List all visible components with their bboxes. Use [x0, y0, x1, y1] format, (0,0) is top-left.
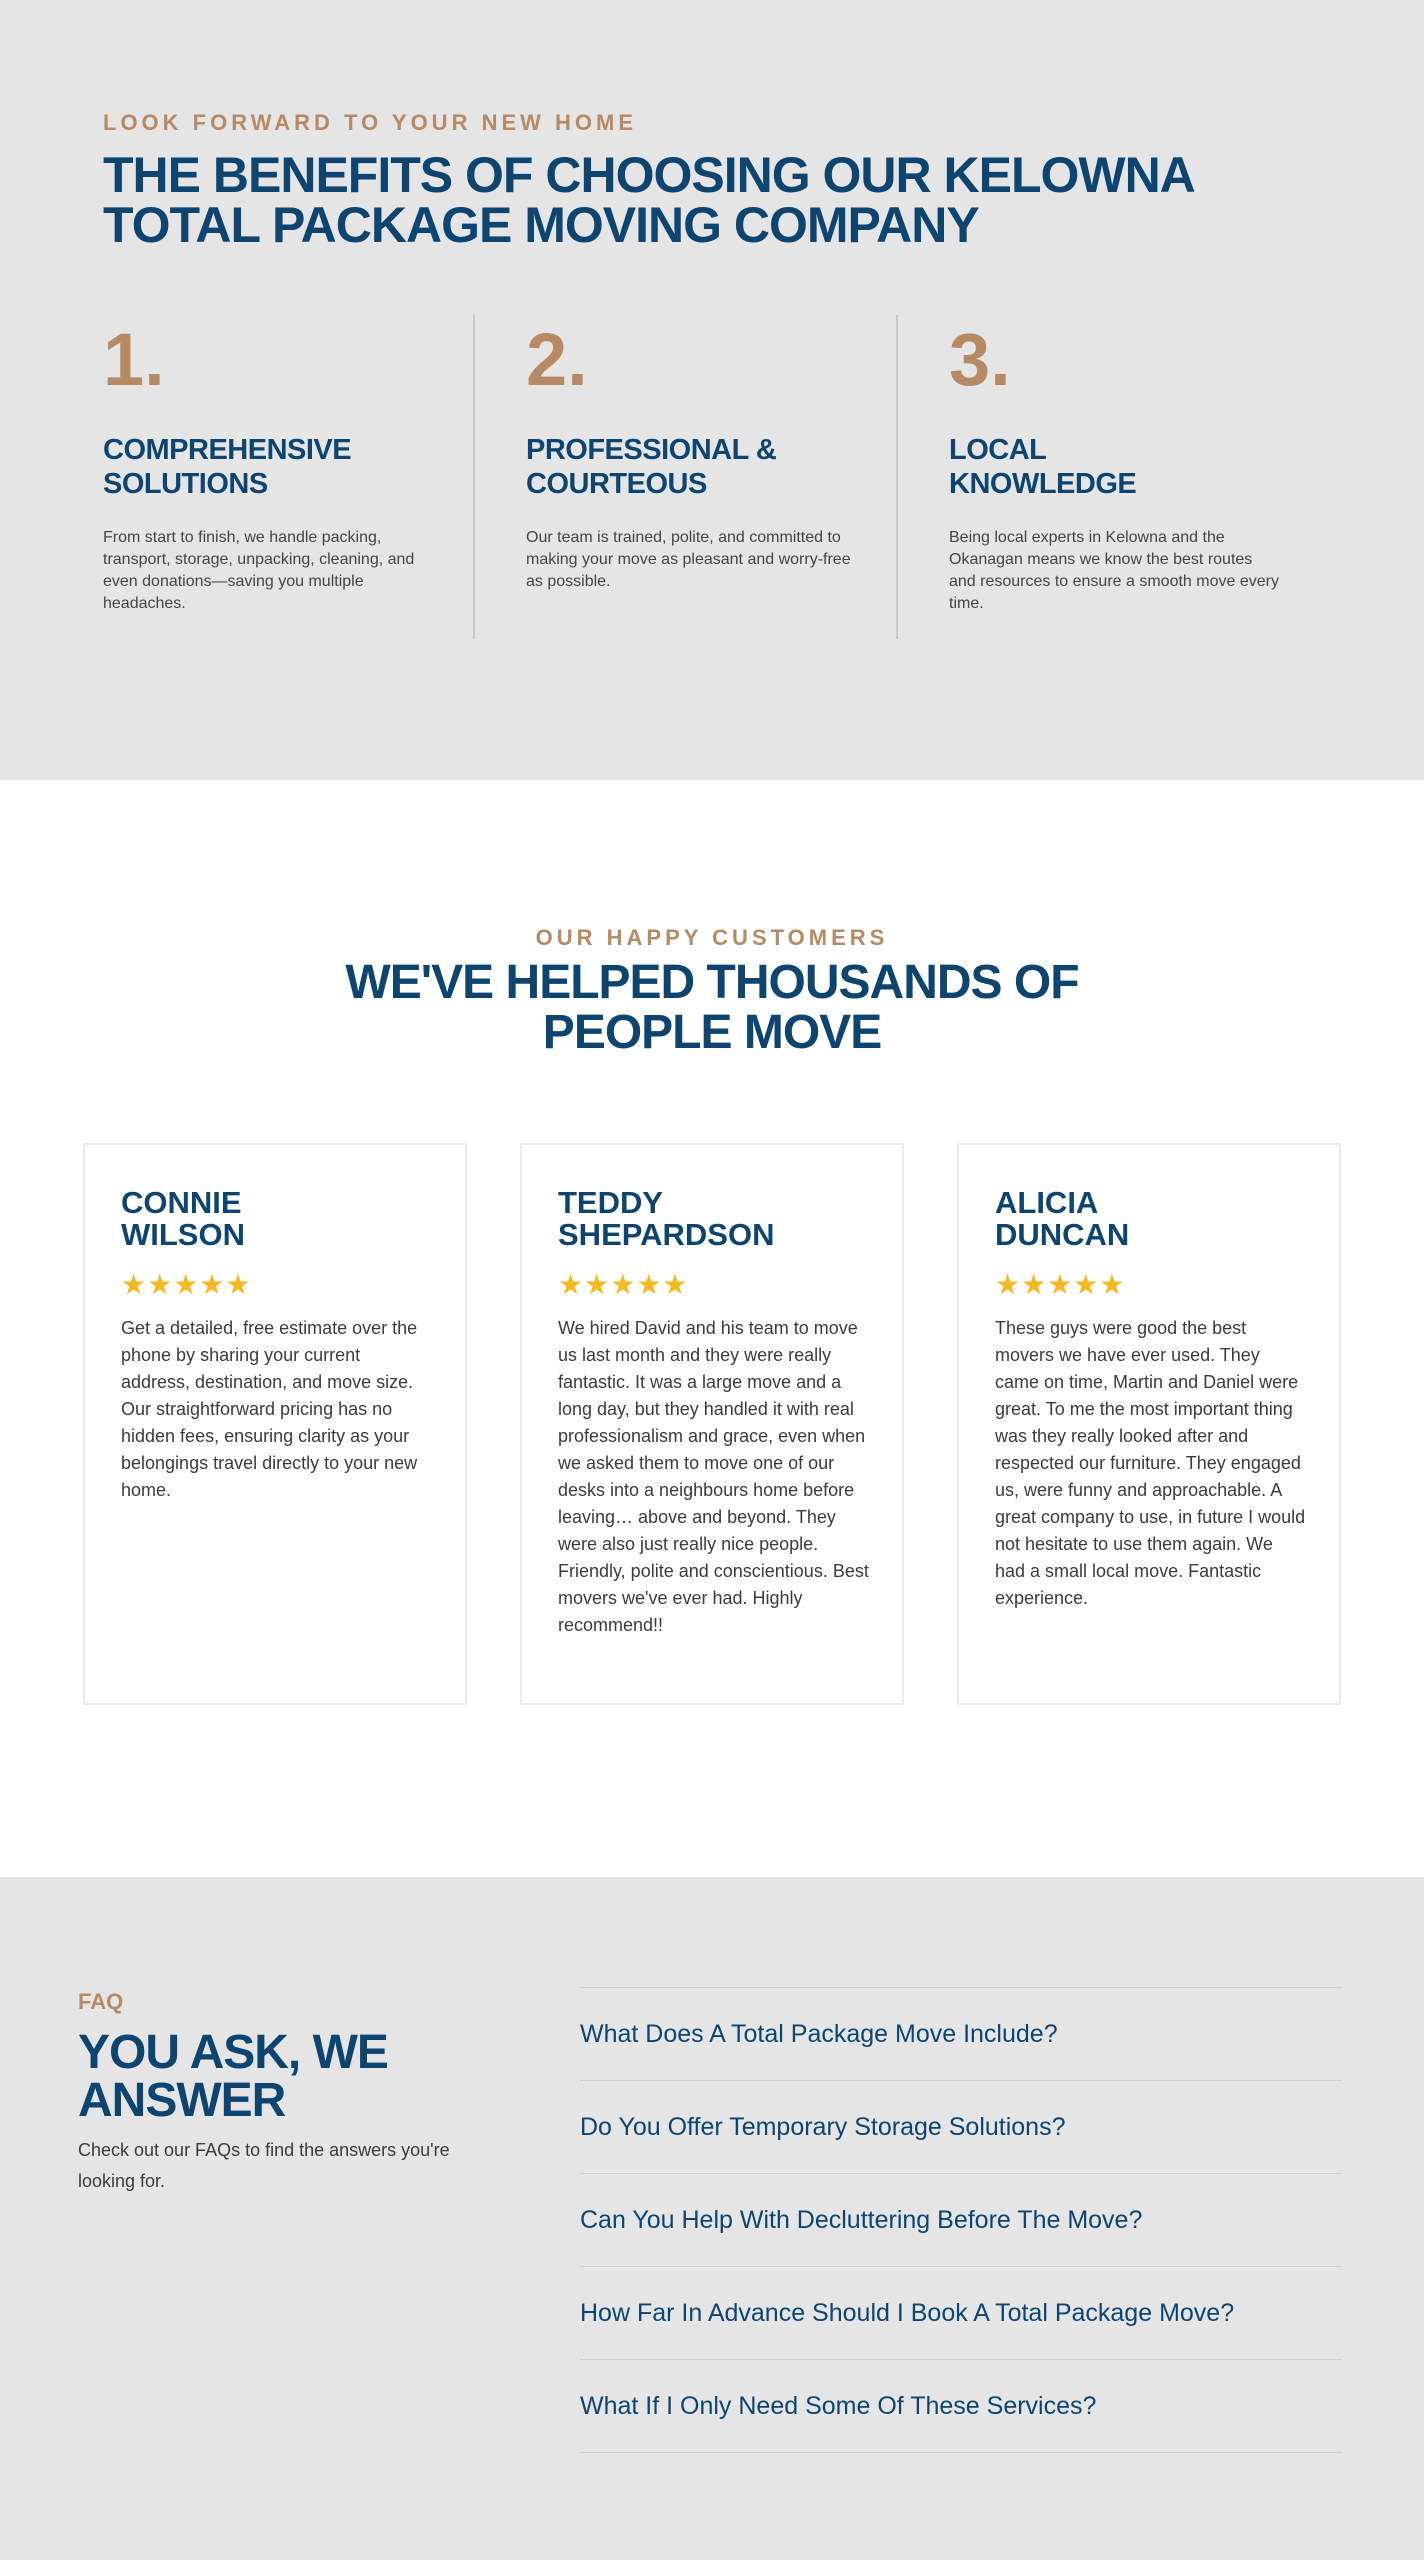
- benefits-eyebrow: LOOK FORWARD TO YOUR NEW HOME: [103, 110, 638, 135]
- faq-accordion: [580, 1987, 1342, 2453]
- benefit-number: 3.: [949, 318, 1011, 401]
- reviewer-name: CONNIE WILSON: [121, 1185, 245, 1252]
- reviewer-name: ALICIA DUNCAN: [995, 1185, 1130, 1252]
- benefit-text: Our team is trained, polite, and committed to making your move as pleasant and worry-free as possible.: [526, 529, 851, 590]
- star-rating-icon: ★★★★★: [995, 1269, 1126, 1300]
- faq-question[interactable]: What Does A Total Package Move Include?: [580, 1988, 1342, 2081]
- review-text: We hired David and his team to move us last month and they were really fantastic. It was a large move and a long day, but they handled it with real professionalism and grace, even when we asked them to move one of our desks into a neighbours home before leaving… above and beyond. They were also just really nice people. Friendly, polite and conscientious. Best movers we've ever had. Highly recommend!!: [558, 1318, 869, 1635]
- reviews-title: WE'VE HELPED THOUSANDS OF PEOPLE MOVE: [345, 956, 1079, 1059]
- faq-section: [0, 1877, 1424, 2560]
- benefit-heading: LOCAL KNOWLEDGE: [949, 434, 1137, 500]
- star-rating-icon: ★★★★★: [558, 1269, 689, 1300]
- reviewer-name: TEDDY SHEPARDSON: [558, 1185, 775, 1252]
- benefit-number: 1.: [103, 318, 165, 401]
- benefit-heading: PROFESSIONAL & COURTEOUS: [526, 434, 777, 500]
- faq-question[interactable]: How Far In Advance Should I Book A Total Package Move?: [580, 2267, 1342, 2360]
- review-card: [520, 1143, 904, 1705]
- benefit-text: Being local experts in Kelowna and the Okanagan means we know the best routes and resources to ensure a smooth move every time.: [949, 529, 1279, 612]
- benefits-section: [0, 0, 1424, 780]
- faq-title: YOU ASK, WE ANSWER: [78, 2026, 388, 2127]
- benefit-heading: COMPREHENSIVE SOLUTIONS: [103, 434, 352, 500]
- benefit-number: 2.: [526, 318, 588, 401]
- faq-question[interactable]: Can You Help With Decluttering Before The Move?: [580, 2174, 1342, 2267]
- review-text: These guys were good the best movers we have ever used. They came on time, Martin and Daniel were great. To me the most important thing was they really looked after and respected our furniture. They engaged us, were funny and approachable. A great company to use, in future I would not hesitate to use them again. We had a small local move. Fantastic experience.: [995, 1318, 1306, 1608]
- benefit-item: [473, 315, 896, 639]
- benefit-text: From start to finish, we handle packing, transport, storage, unpacking, cleaning, and even donations—saving you multiple headaches.: [103, 529, 415, 612]
- faq-question[interactable]: Do You Offer Temporary Storage Solutions?: [580, 2081, 1342, 2174]
- faq-intro: Check out our FAQs to find the answers you're looking for.: [78, 2140, 450, 2191]
- review-card: [83, 1143, 467, 1705]
- star-rating-icon: ★★★★★: [121, 1269, 252, 1300]
- reviews-section: [0, 780, 1424, 1877]
- benefits-title: THE BENEFITS OF CHOOSING OUR KELOWNA TOTAL PACKAGE MOVING COMPANY: [103, 147, 1193, 253]
- faq-question[interactable]: What If I Only Need Some Of These Services?: [580, 2360, 1342, 2453]
- review-text: Get a detailed, free estimate over the phone by sharing your current address, destination, and move size. Our straightforward pricing has no hidden fees, ensuring clarity as your belongings travel directly to your new home.: [121, 1318, 418, 1500]
- faq-eyebrow: FAQ: [78, 1989, 124, 2014]
- benefit-item: [896, 315, 1319, 639]
- reviews-eyebrow: OUR HAPPY CUSTOMERS: [535, 925, 889, 950]
- review-card: [957, 1143, 1341, 1705]
- benefit-item: [103, 315, 526, 639]
